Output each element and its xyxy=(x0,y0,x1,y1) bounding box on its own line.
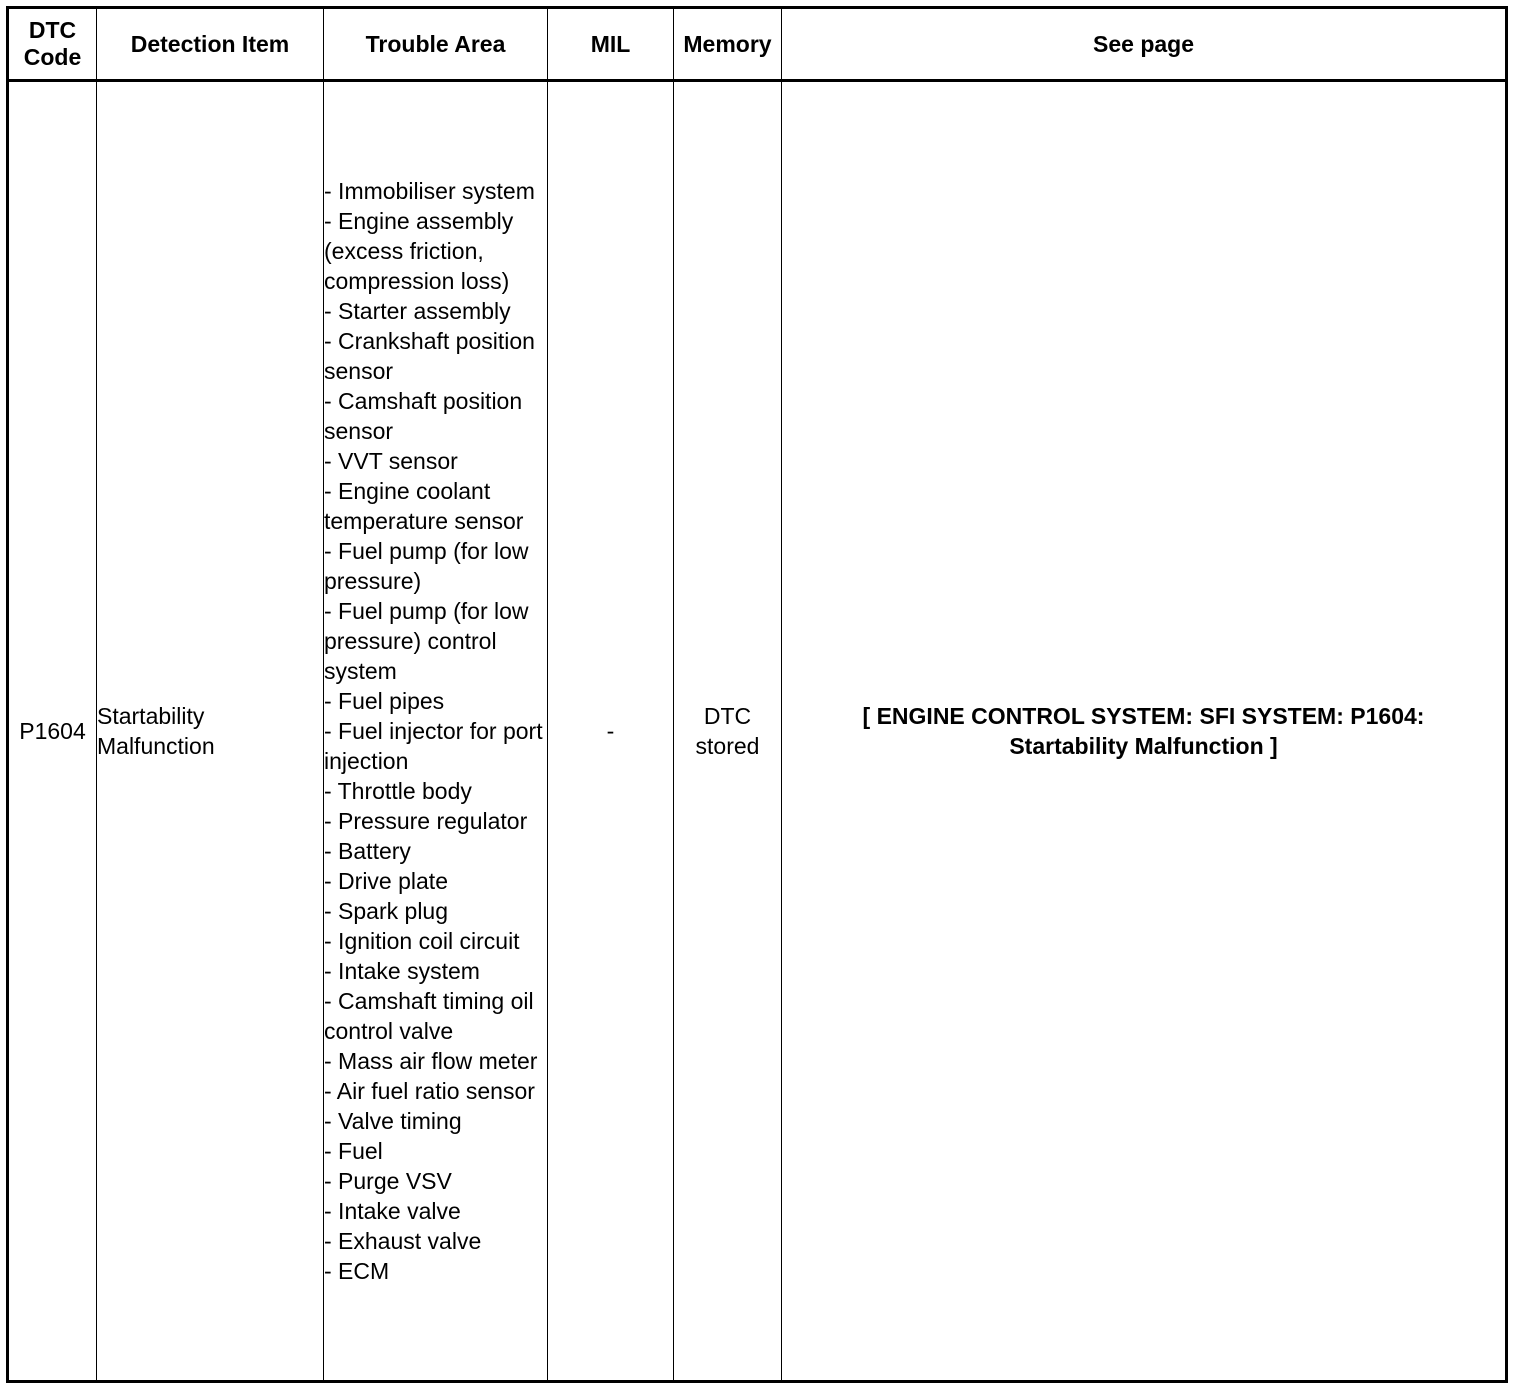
table-row xyxy=(8,81,1507,1382)
trouble-area-item: - ECM xyxy=(324,1258,390,1284)
header-dtc-code xyxy=(8,8,97,81)
trouble-area-list xyxy=(324,176,547,1286)
trouble-area-item: - Crankshaft position sensor xyxy=(324,328,535,384)
see-page-link-line-1: [ ENGINE CONTROL SYSTEM: SFI SYSTEM: P1604: xyxy=(862,703,1425,729)
trouble-area-item: - Spark plug xyxy=(324,898,449,924)
trouble-area-item: - Throttle body xyxy=(324,778,472,804)
trouble-area-item: - Fuel xyxy=(324,1138,383,1164)
mil-cell: - xyxy=(548,81,674,1382)
trouble-area-item: - Starter assembly xyxy=(324,298,511,324)
trouble-area-item: - Intake valve xyxy=(324,1198,461,1224)
trouble-area-cell xyxy=(324,81,548,1382)
trouble-area-item: - Drive plate xyxy=(324,868,448,894)
detection-item-line-1: Startability xyxy=(97,703,205,729)
dtc-code-cell: P1604 xyxy=(8,81,97,1382)
trouble-area-item: - Fuel pump (for low pressure) control system xyxy=(324,598,529,684)
trouble-area-item: - Pressure regulator xyxy=(324,808,528,834)
table-header-row xyxy=(8,8,1507,81)
trouble-area-item: - Immobiliser system xyxy=(324,178,535,204)
see-page-cell xyxy=(782,81,1507,1382)
trouble-area-item: - Ignition coil circuit xyxy=(324,928,520,954)
header-dtc-code-line-1: DTC xyxy=(28,17,77,43)
detection-item-cell xyxy=(97,81,324,1382)
trouble-area-item: - Purge VSV xyxy=(324,1168,452,1194)
trouble-area-item: - Battery xyxy=(324,838,411,864)
header-memory: Memory xyxy=(674,8,782,81)
header-see-page: See page xyxy=(782,8,1507,81)
header-mil: MIL xyxy=(548,8,674,81)
header-trouble-area: Trouble Area xyxy=(324,8,548,81)
trouble-area-item: - Fuel injector for port injection xyxy=(324,718,543,774)
memory-line-1: DTC xyxy=(703,703,752,729)
trouble-area-item: - Air fuel ratio sensor xyxy=(324,1078,535,1104)
see-page-link-line-2: Startability Malfunction ] xyxy=(1009,733,1278,759)
trouble-area-item: - Camshaft position sensor xyxy=(324,388,523,444)
trouble-area-item: - Fuel pipes xyxy=(324,688,445,714)
header-dtc-code-line-2: Code xyxy=(23,44,82,70)
trouble-area-item: - Valve timing xyxy=(324,1108,462,1134)
trouble-area-item: - VVT sensor xyxy=(324,448,458,474)
detection-item-line-2: Malfunction xyxy=(97,733,215,759)
trouble-area-item: - Fuel pump (for low pressure) xyxy=(324,538,529,594)
memory-cell xyxy=(674,81,782,1382)
trouble-area-item: - Camshaft timing oil control valve xyxy=(324,988,534,1044)
header-detection-item: Detection Item xyxy=(97,8,324,81)
trouble-area-item: - Intake system xyxy=(324,958,480,984)
trouble-area-item: - Engine coolant temperature sensor xyxy=(324,478,524,534)
memory-line-2: stored xyxy=(695,733,760,759)
trouble-area-item: - Exhaust valve xyxy=(324,1228,482,1254)
trouble-area-item: - Engine assembly (excess friction, compression loss) xyxy=(324,208,514,294)
dtc-table xyxy=(6,6,1508,1383)
trouble-area-item: - Mass air flow meter xyxy=(324,1048,538,1074)
